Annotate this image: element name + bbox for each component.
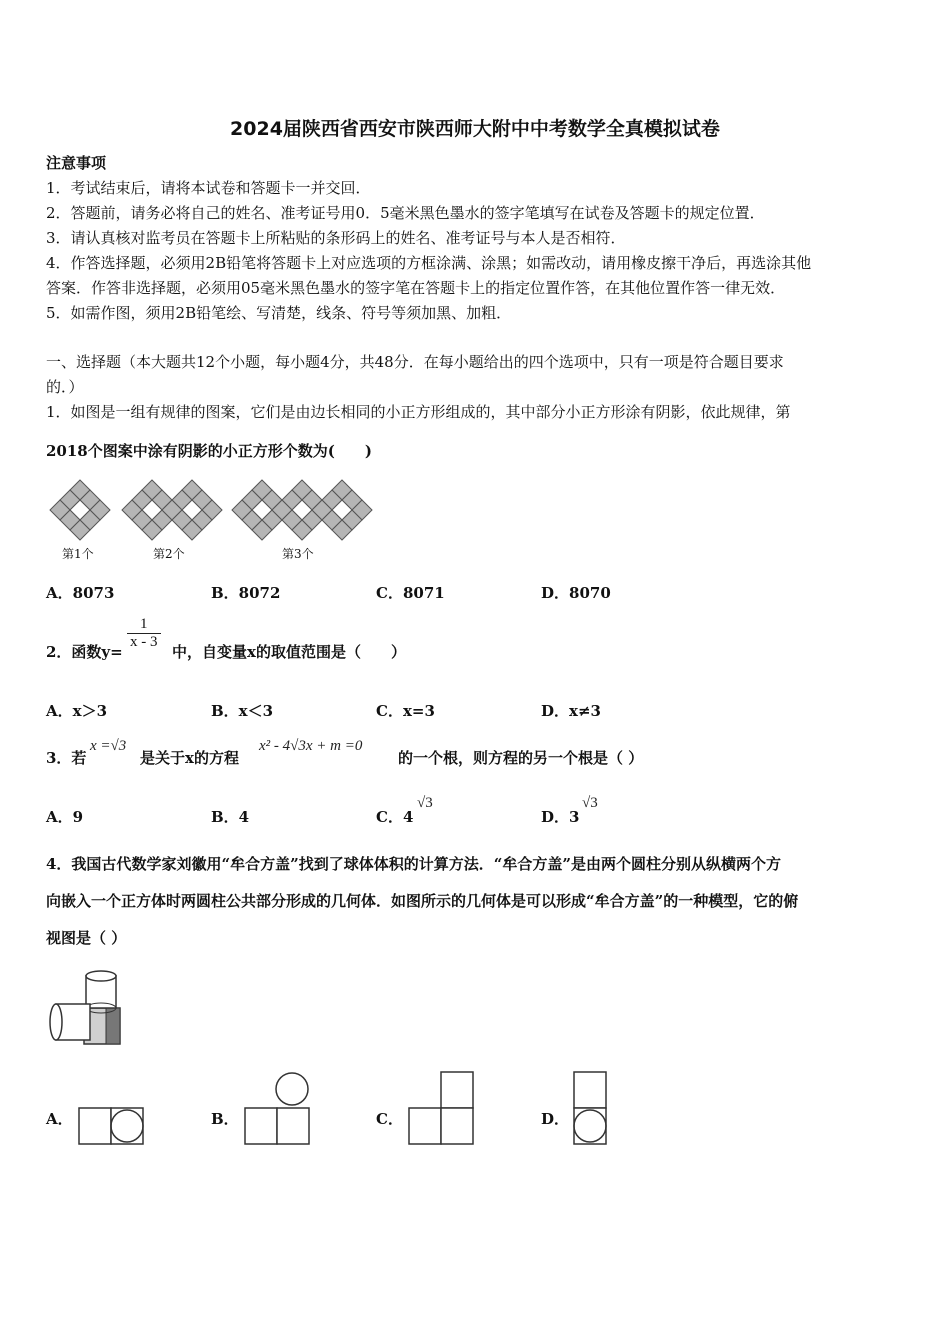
fraction-numerator: 1 <box>140 616 148 632</box>
question-1-text: 1．如图是一组有规律的图案，它们是由边长相同的小正方形组成的，其中部分小正方形涂有阴影，依此规律，第 <box>46 403 791 421</box>
q1-option-d: D．8070 <box>541 584 611 602</box>
figure-label-1: 第1个 <box>62 547 94 561</box>
q1-option-a: A．8073 <box>46 584 115 602</box>
q4-option-d: D． <box>541 1110 570 1128</box>
q3-option-c-radical: √3 <box>417 795 433 811</box>
q1-option-b: B．8072 <box>211 584 281 602</box>
notice-item: 1．考试结束后，请将本试卷和答题卡一并交回． <box>46 179 371 197</box>
q2-option-d: D．x≠3 <box>541 702 601 720</box>
question-2-prefix: 2．函数y= <box>46 643 123 661</box>
equation-expression: x² - 4√3x + m =0 <box>259 738 363 754</box>
q2-option-b: B．x＜3 <box>211 702 274 720</box>
notice-item: 答案．作答非选择题，必须用05毫米黑色墨水的签字笔在答题卡上的指定位置作答，在其他位置作答一律无效． <box>46 279 786 297</box>
question-2-suffix: 中，自变量x的取值范围是（ ） <box>172 643 406 661</box>
pattern-1 <box>50 480 110 540</box>
question-4-text: 4．我国古代数学家刘徽用“牟合方盖”找到了球体体积的计算方法．“牟合方盖”是由两个圆柱分别从纵横两个方 <box>46 855 781 873</box>
question-3-mid: 是关于x的方程 <box>140 749 239 767</box>
q3-option-d-radical: √3 <box>582 795 598 811</box>
q3-option-b: B．4 <box>211 808 250 826</box>
q4-option-b: B． <box>211 1110 239 1128</box>
question-3-prefix: 3．若 <box>46 749 87 767</box>
q3-option-d: D．3 <box>541 808 580 826</box>
question-3-suffix: 的一个根，则方程的另一个根是（ ） <box>398 749 644 767</box>
root-expression: x =√3 <box>90 738 127 754</box>
section-heading-cont: 的．） <box>46 378 84 396</box>
option-d-view <box>571 1070 609 1146</box>
cylinder-model-figure <box>44 964 134 1050</box>
pattern-2 <box>122 480 222 540</box>
page-title: 2024届陕西省西安市陕西师大附中中考数学全真模拟试卷 <box>230 118 720 140</box>
q4-option-c: C． <box>376 1110 403 1128</box>
notice-item: 2．答题前，请务必将自己的姓名、准考证号用0．5毫米黑色墨水的签字笔填写在试卷及答题卡的规定位置． <box>46 204 765 222</box>
notice-item: 3．请认真核对监考员在答题卡上所粘贴的条形码上的姓名、准考证号与本人是否相符． <box>46 229 626 247</box>
option-b-view <box>243 1070 313 1146</box>
question-4-text-cont2: 视图是（ ） <box>46 929 127 947</box>
notice-item: 4．作答选择题，必须用2B铅笔将答题卡上对应选项的方框涂满、涂黑；如需改动，请用橡皮擦干净后，再选涂其他 <box>46 254 812 272</box>
option-a-view <box>78 1106 146 1146</box>
fraction <box>127 616 161 651</box>
figure-label-3: 第3个 <box>282 547 314 561</box>
q1-option-c: C．8071 <box>376 584 445 602</box>
question-1-text-cont: 2018个图案中涂有阴影的小正方形个数为( ) <box>46 442 372 460</box>
section-heading: 一、选择题（本大题共12个小题，每小题4分，共48分．在每小题给出的四个选项中，只有一项是符合题目要求 <box>46 353 784 371</box>
q2-option-a: A．x＞3 <box>46 702 108 720</box>
figure-label-2: 第2个 <box>153 547 185 561</box>
option-c-view <box>407 1070 477 1146</box>
pattern-3 <box>232 480 372 540</box>
fraction-denominator: x - 3 <box>127 633 161 651</box>
notice-item: 5．如需作图，须用2B铅笔绘、写清楚，线条、符号等须加黑、加粗． <box>46 304 512 322</box>
q3-option-a: A．9 <box>46 808 84 826</box>
q4-option-a: A． <box>46 1110 73 1128</box>
q3-option-c: C．4 <box>376 808 414 826</box>
q2-option-c: C．x=3 <box>376 702 435 720</box>
question-4-text-cont: 向嵌入一个正方体时两圆柱公共部分形成的几何体．如图所示的几何体是可以形成“牟合方盖”的一种模型，它的俯 <box>46 892 799 910</box>
notice-heading: 注意事项 <box>46 154 107 172</box>
